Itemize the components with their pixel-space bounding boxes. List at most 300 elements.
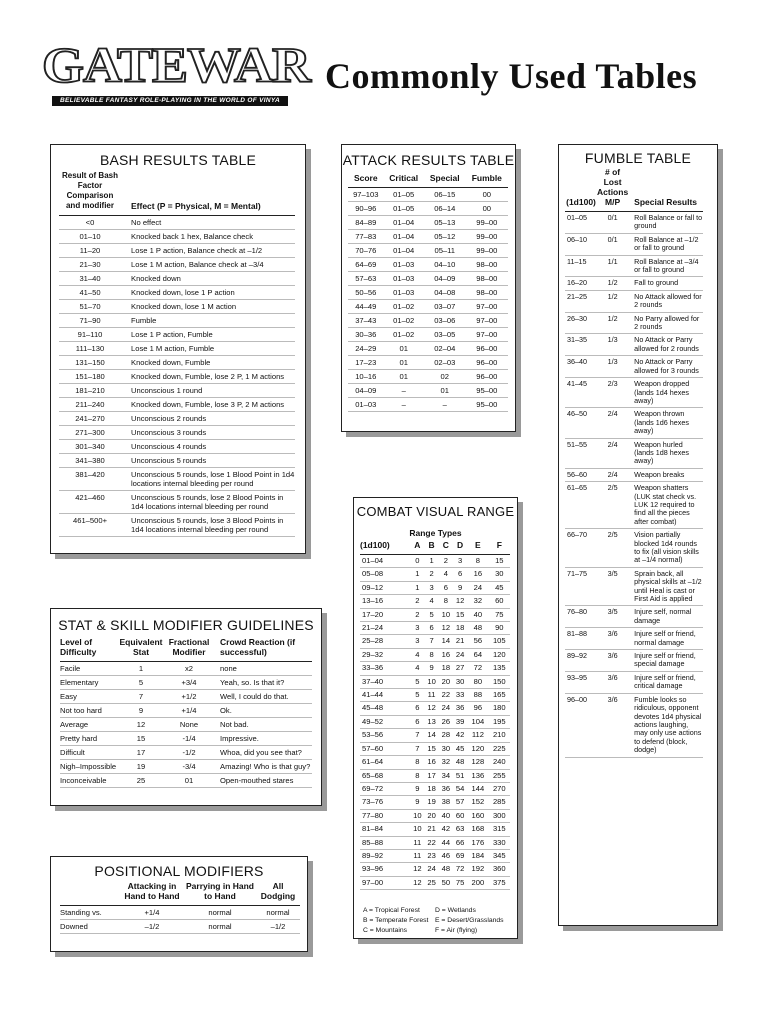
bash-row-cell: Lose 1 P action, Balance check at –1/2 [121, 244, 295, 258]
fumble-row-cell: 41–45 [565, 378, 597, 408]
combat-row-cell: 48 [439, 863, 453, 876]
fumble-row [565, 378, 703, 408]
bash-row [59, 328, 295, 342]
fumble-row-cell: 01–05 [565, 212, 597, 234]
bash-row-cell: Unconscious 5 rounds, lose 3 Blood Points in 1d4 locations internal bleeding per round [121, 514, 295, 537]
stat-row-cell: Nigh–Impossible [60, 760, 118, 774]
attack-row [348, 216, 508, 230]
positional-row-cell: –1/2 [120, 920, 184, 934]
attack-row-cell: 01–04 [384, 244, 424, 258]
combat-row-cell: 9 [410, 796, 424, 809]
bash-row [59, 230, 295, 244]
bash-row-cell: Lose 1 M action, Balance check at –3/4 [121, 258, 295, 272]
combat-row-cell: 72 [467, 662, 488, 675]
fumble-row [565, 277, 703, 290]
attack-row-cell: 04–09 [348, 384, 384, 398]
combat-row-cell: 200 [467, 876, 488, 889]
stat-row [60, 662, 312, 676]
bash-row-cell: Fumble [121, 314, 295, 328]
combat-row-cell: 4 [410, 662, 424, 675]
combat-row-cell: 66 [453, 836, 467, 849]
positional-row-cell: +1/4 [120, 906, 184, 920]
attack-row-cell: 04–10 [424, 258, 466, 272]
stat-row [60, 704, 312, 718]
attack-table-body [348, 188, 508, 412]
combat-row-cell: 0 [410, 555, 424, 568]
fumble-row [565, 529, 703, 568]
combat-row-cell: 5 [424, 608, 438, 621]
stat-row-cell: -1/4 [164, 732, 214, 746]
combat-row-cell: 8 [424, 648, 438, 661]
fumble-row-cell: Roll Balance at –3/4 or fall to ground [628, 255, 703, 277]
combat-row-cell: 12 [424, 702, 438, 715]
bash-row-cell: Knocked down, Fumble, lose 3 P, 2 M actions [121, 398, 295, 412]
fumble-row-cell: 06–10 [565, 233, 597, 255]
stat-row-cell: Difficult [60, 746, 118, 760]
stat-row-cell: Ok. [214, 704, 312, 718]
bash-row-cell: <0 [59, 216, 121, 230]
attack-row-cell: 06–14 [424, 202, 466, 216]
attack-row-cell: 97–00 [466, 300, 508, 314]
combat-row-cell: 40 [439, 809, 453, 822]
combat-row-cell: 25 [424, 876, 438, 889]
combat-row-cell: 128 [467, 756, 488, 769]
stat-col-crowd: Crowd Reaction (if successful) [214, 637, 312, 662]
positional-row [60, 920, 300, 934]
combat-row-cell: 8 [410, 756, 424, 769]
attack-row-cell: 95–00 [466, 398, 508, 412]
fumble-row-cell: 3/5 [597, 606, 628, 628]
combat-row-cell: 21 [424, 823, 438, 836]
combat-row-cell: 45–48 [360, 702, 410, 715]
fumble-row-cell: Injure self, normal damage [628, 606, 703, 628]
attack-row-cell: 01–03 [384, 286, 424, 300]
fumble-row-cell: 0/1 [597, 212, 628, 234]
positional-row [60, 906, 300, 920]
attack-row [348, 384, 508, 398]
combat-row-cell: 136 [467, 769, 488, 782]
attack-row [348, 370, 508, 384]
positional-table-body [60, 906, 300, 934]
attack-row [348, 342, 508, 356]
fumble-row-cell: 2/4 [597, 438, 628, 468]
combat-row [360, 715, 510, 728]
combat-row-cell: 150 [489, 675, 510, 688]
combat-row-cell: 81–84 [360, 823, 410, 836]
combat-row-cell: 5 [410, 675, 424, 688]
bash-row-cell: Knocked back 1 hex, Balance check [121, 230, 295, 244]
combat-row [360, 823, 510, 836]
stat-row-cell: +1/2 [164, 690, 214, 704]
attack-row-cell: 30–36 [348, 328, 384, 342]
bash-row-cell: 111–130 [59, 342, 121, 356]
bash-row [59, 491, 295, 514]
positional-row-cell: normal [184, 906, 256, 920]
fumble-col-roll: (1d100) [565, 167, 597, 212]
attack-table-title: ATTACK RESULTS TABLE [342, 152, 515, 168]
attack-row-cell: 00 [466, 188, 508, 202]
combat-row-cell: 9 [453, 581, 467, 594]
combat-row-cell: 05–08 [360, 568, 410, 581]
bash-row [59, 216, 295, 230]
bash-row-cell: Knocked down, Fumble, lose 2 P, 1 M actions [121, 370, 295, 384]
attack-row [348, 286, 508, 300]
attack-row-cell: 17–23 [348, 356, 384, 370]
stat-row-cell: 17 [118, 746, 164, 760]
combat-row-cell: 9 [410, 782, 424, 795]
combat-row-cell: 176 [467, 836, 488, 849]
fumble-row-cell: Weapon dropped (lands 1d4 hexes away) [628, 378, 703, 408]
combat-row-cell: 3 [410, 622, 424, 635]
combat-row-cell: 1 [410, 568, 424, 581]
stat-row-cell: Open-mouthed stares [214, 774, 312, 788]
stat-row-cell: 9 [118, 704, 164, 718]
fumble-row-cell: 3/6 [597, 671, 628, 693]
attack-row-cell: 70–76 [348, 244, 384, 258]
attack-row-cell: 44–49 [348, 300, 384, 314]
combat-row-cell: 10 [439, 608, 453, 621]
combat-row-cell: 2 [410, 608, 424, 621]
combat-row-cell: 24 [439, 702, 453, 715]
combat-row-cell: 48 [467, 622, 488, 635]
combat-row-cell: 120 [489, 648, 510, 661]
positional-row-cell: –1/2 [256, 920, 300, 934]
combat-row-cell: 18 [424, 782, 438, 795]
attack-row-cell: 01–04 [384, 230, 424, 244]
fumble-row-cell: Injure self or friend, special damage [628, 650, 703, 672]
fumble-row [565, 482, 703, 529]
fumble-row-cell: Sprain back, all physical skills at –1/2 until Heal is cast or First Aid is applied [628, 567, 703, 606]
bash-row-cell: Unconscious 3 rounds [121, 426, 295, 440]
combat-row-cell: 3 [410, 635, 424, 648]
stat-row-cell: 5 [118, 676, 164, 690]
combat-row [360, 622, 510, 635]
combat-row [360, 742, 510, 755]
combat-row-cell: 6 [439, 581, 453, 594]
combat-row-cell: 17–20 [360, 608, 410, 621]
combat-visual-range-table [353, 497, 518, 939]
attack-row-cell: 02–04 [424, 342, 466, 356]
bash-results-table [50, 144, 306, 554]
combat-row-cell: 2 [424, 568, 438, 581]
positional-modifiers-table [50, 856, 308, 952]
bash-row-cell: 11–20 [59, 244, 121, 258]
bash-row [59, 384, 295, 398]
logo-wordmark: GATEWAR [42, 37, 311, 93]
combat-row-cell: 195 [489, 715, 510, 728]
combat-row [360, 675, 510, 688]
attack-row-cell: 84–89 [348, 216, 384, 230]
combat-row-cell: 7 [424, 635, 438, 648]
attack-results-table [341, 144, 516, 432]
combat-row-cell: 112 [467, 729, 488, 742]
fumble-row-cell: Weapon hurled (lands 1d8 hexes away) [628, 438, 703, 468]
combat-row-cell: 46 [439, 849, 453, 862]
positional-row-cell: Downed [60, 920, 120, 934]
bash-row [59, 314, 295, 328]
attack-row-cell: 03–05 [424, 328, 466, 342]
stat-row [60, 760, 312, 774]
combat-row-cell: 69 [453, 849, 467, 862]
bash-row [59, 514, 295, 537]
stat-row-cell: Not bad. [214, 718, 312, 732]
attack-row-cell: 96–00 [466, 356, 508, 370]
combat-row-cell: 345 [489, 849, 510, 862]
stat-table-title: STAT & SKILL MODIFIER GUIDELINES [58, 617, 314, 633]
combat-row-cell: 73–76 [360, 796, 410, 809]
stat-row-cell: Amazing! Who is that guy? [214, 760, 312, 774]
positional-row-cell: normal [256, 906, 300, 920]
attack-row-cell: 06–15 [424, 188, 466, 202]
fumble-row [565, 356, 703, 378]
combat-row-cell: 315 [489, 823, 510, 836]
fumble-row-cell: 56–60 [565, 468, 597, 481]
bash-row-cell: Lose 1 M action, Fumble [121, 342, 295, 356]
combat-row-cell: 168 [467, 823, 488, 836]
attack-row-cell: 04–09 [424, 272, 466, 286]
combat-row-cell: 65–68 [360, 769, 410, 782]
attack-row-cell: 02–03 [424, 356, 466, 370]
combat-row-cell: 49–52 [360, 715, 410, 728]
combat-row-cell: 45 [453, 742, 467, 755]
combat-row-cell: 375 [489, 876, 510, 889]
stat-row-cell: Well, I could do that. [214, 690, 312, 704]
stat-row [60, 718, 312, 732]
combat-row-cell: 20 [424, 809, 438, 822]
bash-row-cell: Knocked down, lose 1 P action [121, 286, 295, 300]
combat-row-cell: 24 [424, 863, 438, 876]
combat-row-cell: 24 [467, 581, 488, 594]
bash-row-cell: No effect [121, 216, 295, 230]
attack-row-cell: 01 [424, 384, 466, 398]
combat-legend-line [363, 906, 513, 916]
attack-row-cell: 98–00 [466, 272, 508, 286]
attack-row-cell: 99–00 [466, 230, 508, 244]
combat-row-cell: 96 [467, 702, 488, 715]
attack-col-special: Special [424, 173, 466, 188]
attack-row-cell: 97–00 [466, 314, 508, 328]
stat-row-cell: 1 [118, 662, 164, 676]
attack-row-cell: 05–13 [424, 216, 466, 230]
stat-row-cell: Average [60, 718, 118, 732]
positional-col-parrying: Parrying in Hand to Hand [184, 881, 256, 906]
combat-row [360, 796, 510, 809]
combat-row-cell: 33 [453, 689, 467, 702]
bash-row-cell: Unconscious 1 round [121, 384, 295, 398]
fumble-row-cell: 71–75 [565, 567, 597, 606]
bash-row-cell: 181–210 [59, 384, 121, 398]
stat-row [60, 746, 312, 760]
bash-row-cell: Knocked down, lose 1 M action [121, 300, 295, 314]
fumble-row-cell: 2/5 [597, 482, 628, 529]
fumble-row-cell: No Attack or Parry allowed for 3 rounds [628, 356, 703, 378]
combat-row-cell: 72 [453, 863, 467, 876]
combat-row-cell: 21 [453, 635, 467, 648]
combat-row-cell: 19 [424, 796, 438, 809]
combat-row-cell: 4 [439, 568, 453, 581]
combat-row-cell: 8 [410, 769, 424, 782]
combat-row-cell: 09–12 [360, 581, 410, 594]
stat-row-cell: Impressive. [214, 732, 312, 746]
combat-legend-item: A = Tropical Forest [363, 907, 420, 914]
attack-row [348, 314, 508, 328]
combat-row-cell: 4 [410, 648, 424, 661]
combat-row-cell: 10 [424, 675, 438, 688]
combat-row-cell: 18 [439, 662, 453, 675]
combat-row-cell: 9 [424, 662, 438, 675]
bash-row [59, 468, 295, 491]
positional-col-attacking: Attacking in Hand to Hand [120, 881, 184, 906]
fumble-row-cell: 3/5 [597, 567, 628, 606]
combat-row-cell: 40 [467, 608, 488, 621]
attack-row-cell: 02 [424, 370, 466, 384]
attack-row-cell: 03–07 [424, 300, 466, 314]
stat-row-cell: 19 [118, 760, 164, 774]
attack-row-cell: 90–96 [348, 202, 384, 216]
bash-row [59, 398, 295, 412]
stat-row-cell: -3/4 [164, 760, 214, 774]
combat-row [360, 756, 510, 769]
combat-row-cell: 39 [453, 715, 467, 728]
combat-row-cell: 37–40 [360, 675, 410, 688]
stat-col-difficulty: Level of Difficulty [60, 637, 118, 662]
combat-row [360, 702, 510, 715]
positional-table-title: POSITIONAL MODIFIERS [94, 863, 264, 879]
combat-row-cell: 270 [489, 782, 510, 795]
fumble-row-cell: 76–80 [565, 606, 597, 628]
attack-row-cell: 01 [384, 356, 424, 370]
combat-row-cell: 23 [424, 849, 438, 862]
attack-row-cell: 05–11 [424, 244, 466, 258]
combat-row-cell: 2 [410, 595, 424, 608]
combat-row-cell: 75 [453, 876, 467, 889]
fumble-row [565, 567, 703, 606]
fumble-row-cell: 66–70 [565, 529, 597, 568]
attack-row [348, 230, 508, 244]
attack-row-cell: 96–00 [466, 370, 508, 384]
bash-row [59, 356, 295, 370]
combat-row-cell: 6 [410, 702, 424, 715]
fumble-row [565, 212, 703, 234]
attack-row-cell: – [424, 398, 466, 412]
fumble-col-lost-actions [597, 167, 628, 212]
fumble-row [565, 312, 703, 334]
fumble-row-cell: 36–40 [565, 356, 597, 378]
combat-legend-item: C = Mountains [363, 927, 408, 934]
page-title: Commonly Used Tables [325, 56, 698, 96]
bash-col-result: Result of Bash Factor Comparison and modifier [59, 171, 121, 216]
combat-row-cell: 3 [453, 555, 467, 568]
combat-row-cell: 4 [424, 595, 438, 608]
stat-row [60, 690, 312, 704]
bash-row-cell: 301–340 [59, 440, 121, 454]
attack-row-cell: 95–00 [466, 384, 508, 398]
bash-row-cell: 341–380 [59, 454, 121, 468]
combat-col-header: D [453, 540, 467, 555]
bash-row-cell: 381–420 [59, 468, 121, 491]
bash-row-cell: 241–270 [59, 412, 121, 426]
fumble-row-cell: 3/6 [597, 628, 628, 650]
stat-row-cell: Facile [60, 662, 118, 676]
combat-row-cell: 1 [410, 581, 424, 594]
combat-row-cell: 12 [410, 863, 424, 876]
combat-row-cell: 29–32 [360, 648, 410, 661]
stat-row-cell: 25 [118, 774, 164, 788]
combat-row [360, 595, 510, 608]
fumble-table-title: FUMBLE TABLE [584, 150, 692, 166]
combat-legend-line [363, 926, 513, 936]
stat-col-fractional: Fractional Modifier [164, 637, 214, 662]
fumble-row-cell: Weapon shatters (LUK stat check vs. LUK 12 required to find all the pieces after combat) [628, 482, 703, 529]
combat-row-cell: 285 [489, 796, 510, 809]
bash-col-effect: Effect (P = Physical, M = Mental) [121, 171, 295, 216]
fumble-row-cell: 31–35 [565, 334, 597, 356]
combat-row [360, 863, 510, 876]
stat-row-cell: +3/4 [164, 676, 214, 690]
fumble-row [565, 334, 703, 356]
combat-row-cell: 77–80 [360, 809, 410, 822]
bash-row-cell: 91–110 [59, 328, 121, 342]
bash-row-cell: 51–70 [59, 300, 121, 314]
combat-row [360, 555, 510, 568]
stat-row-cell: None [164, 718, 214, 732]
combat-row-cell: 41–44 [360, 689, 410, 702]
attack-row [348, 258, 508, 272]
bash-row [59, 440, 295, 454]
fumble-row-cell: Weapon breaks [628, 468, 703, 481]
combat-row-cell: 1 [424, 555, 438, 568]
fumble-table [558, 144, 718, 926]
combat-row-cell: 120 [467, 742, 488, 755]
stat-row-cell: Elementary [60, 676, 118, 690]
attack-col-fumble: Fumble [466, 173, 508, 188]
attack-row-cell: 64–69 [348, 258, 384, 272]
bash-row-cell: 131–150 [59, 356, 121, 370]
combat-row [360, 849, 510, 862]
stat-col-equivalent: Equivalent Stat [118, 637, 164, 662]
attack-row-cell: 04–08 [424, 286, 466, 300]
positional-col-blank [60, 881, 120, 906]
combat-row-cell: 210 [489, 729, 510, 742]
fumble-table-body [565, 212, 703, 758]
stat-row-cell: +1/4 [164, 704, 214, 718]
combat-legend-line [363, 916, 513, 926]
attack-row-cell: 24–29 [348, 342, 384, 356]
combat-row [360, 608, 510, 621]
combat-row-cell: 330 [489, 836, 510, 849]
combat-row-cell: 69–72 [360, 782, 410, 795]
attack-row-cell: 01 [384, 342, 424, 356]
attack-col-critical: Critical [384, 173, 424, 188]
stat-row-cell: -1/2 [164, 746, 214, 760]
combat-header-row [360, 540, 510, 555]
stat-row [60, 676, 312, 690]
bash-row [59, 272, 295, 286]
combat-row-cell: 90 [489, 622, 510, 635]
combat-row-cell: 160 [467, 809, 488, 822]
combat-row [360, 809, 510, 822]
stat-row-cell: none [214, 662, 312, 676]
fumble-row-cell: 51–55 [565, 438, 597, 468]
fumble-row-cell: Weapon thrown (lands 1d6 hexes away) [628, 408, 703, 438]
bash-row-cell: 41–50 [59, 286, 121, 300]
combat-row-cell: 8 [467, 555, 488, 568]
gatewar-logo [40, 37, 311, 110]
attack-row [348, 188, 508, 202]
combat-row [360, 568, 510, 581]
bash-row-cell: Unconscious 4 rounds [121, 440, 295, 454]
combat-row-cell: 34 [439, 769, 453, 782]
